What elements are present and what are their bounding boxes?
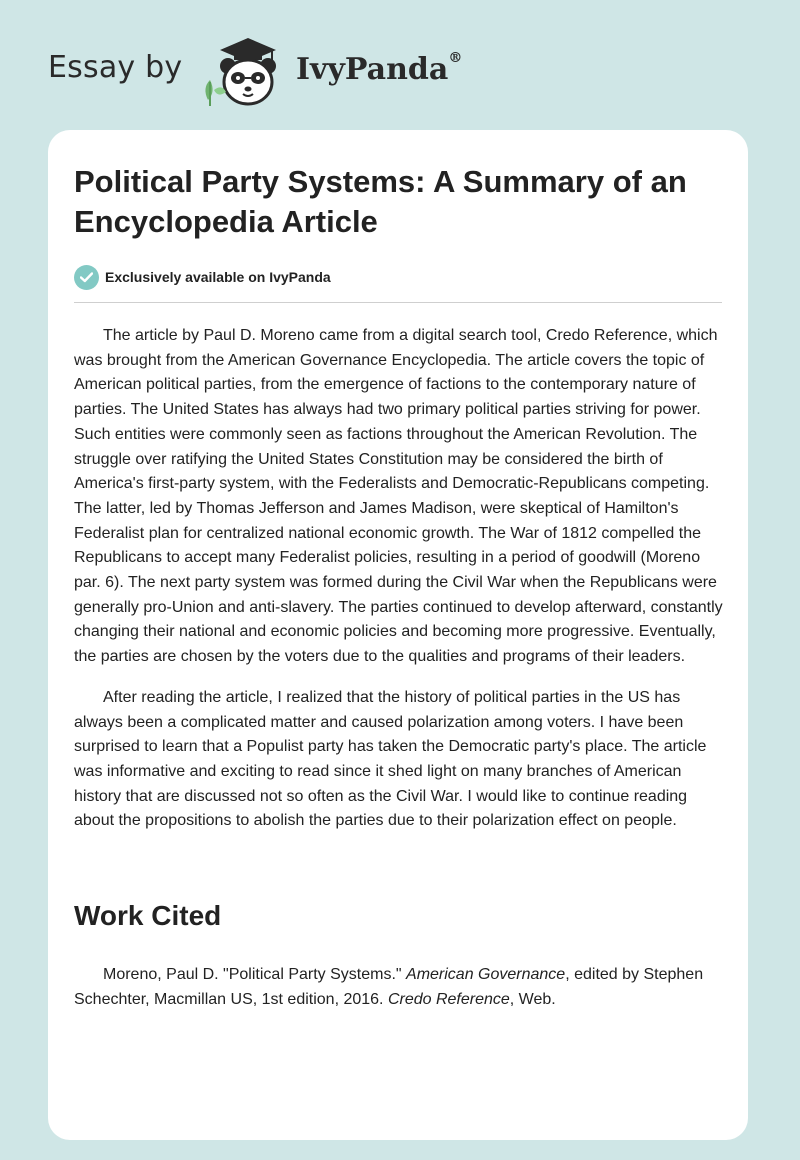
- panda-graduate-logo[interactable]: [200, 36, 296, 108]
- essay-card: [48, 130, 748, 1140]
- paragraph: The article by Paul D. Moreno came from a digital search tool, Credo Reference, which was brought from the American Governance Encyclopedia. The article covers the topic of American political parties, from the emergence of factions to the contemporary nature of parties. The United States has always had two primary political parties striving for power. Such entities were commonly seen as factions throughout the American Revolution. The struggle over ratifying the United States Constitution may be considered the birth of America's first-party system, with the Federalists and Democratic-Republicans competing. The latter, led by Thomas Jefferson and James Madison, were skeptical of Hamilton's Federalist plan for centralized national economic growth. The War of 1812 compelled the Republicans to accept many Federalist policies, resulting in a period of goodwill (Moreno par. 6). The next party system was formed during the Civil War when the Republicans were generally pro-Union and anti-slavery. The parties continued to develop afterward, constantly changing their national and economic policies and becoming more progressive. Eventually, the parties are chosen by the voters due to the qualities and programs of their leaders.: [74, 327, 723, 666]
- divider: [74, 302, 722, 303]
- badge-text: Exclusively available on IvyPanda: [105, 269, 331, 285]
- brand-name[interactable]: IvyPanda®: [296, 50, 463, 87]
- site-header: [0, 0, 800, 130]
- citation-book-title: American Governance: [406, 966, 566, 983]
- citation-database: Credo Reference: [387, 991, 510, 1008]
- citation-entry: Moreno, Paul D. "Political Party Systems." American Governance, edited by Stephen Schechter, Macmillan US, 1st edition, 2016. Credo Reference, Web.: [74, 966, 704, 1008]
- page-title: Political Party Systems: A Summary of an Encyclopedia Article: [74, 164, 687, 239]
- registered-mark: ®: [448, 50, 463, 66]
- essay-body: [74, 324, 726, 850]
- essay-by-label: Essay by: [48, 50, 183, 85]
- paragraph: After reading the article, I realized that the history of political parties in the US has always been a complicated matter and caused polarization among voters. I have been surprised to learn that a Populist party has taken the Democratic party's place. The article was informative and exciting to read since it shed light on many branches of American history that are discussed not so often as the Civil War. I would like to continue reading about the propositions to abolish the parties due to their polarization effect on people.: [74, 688, 707, 830]
- works-cited-heading: Work Cited: [74, 900, 222, 931]
- check-icon: [74, 265, 99, 290]
- exclusive-badge: [74, 264, 331, 290]
